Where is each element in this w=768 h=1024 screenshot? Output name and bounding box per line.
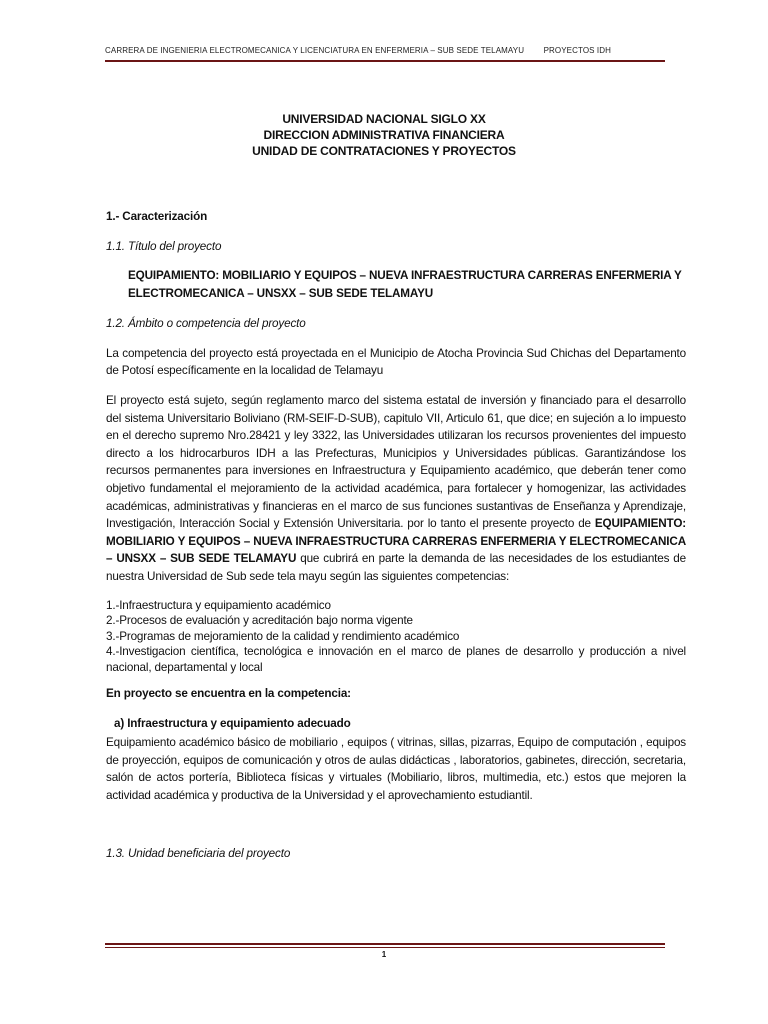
paragraph-reglamento-end: que cubrirá en parte la demanda de las necesidades de los estudiantes de nuestra Universidad de Sub sede tela mayu según las siguientes competencias:	[106, 552, 687, 583]
subsection-title-proyecto: 1.1. Título del proyecto	[106, 239, 222, 253]
competencia-heading: En proyecto se encuentra en la competencia:	[106, 687, 351, 700]
running-header	[105, 46, 663, 55]
title-direction: DIRECCION ADMINISTRATIVA FINANCIERA	[263, 128, 505, 142]
list-item: 1.-Infraestructura y equipamiento académico	[106, 598, 331, 612]
project-title-line-1: EQUIPAMIENTO: MOBILIARIO Y EQUIPOS – NUEVA INFRAESTRUCTURA CARRERAS ENFERMERIA Y	[128, 269, 682, 283]
paragraph-reglamento	[106, 392, 686, 586]
document-body	[106, 208, 686, 874]
competencias-list	[106, 598, 686, 676]
paragraph-reglamento-text: El proyecto está sujeto, según reglamento marco del sistema estatal de inversión y financiado para el desarrollo del sistema Universitario Boliviano (RM-SEIF-D-SUB), capitulo VII, Articulo 61, que dice; en sujeción a lo impuesto en el derecho supremo Nro.28421 y ley 3322, las Universidades utilizaran los recursos provenientes del impuesto directo a los hidrocarburos IDH a las Prefecturas, Municipios y Universidades públicas. Garantizándose los recursos permanentes para inversiones en Infraestructura y Equipamiento académico, que deberán tener como objetivo fundamental el mejoramiento de la actividad académica, para fortalecer y homogenizar, las actividades académicas, administrativas y financieras en el marco de sus funciones sustantivas de Enseñanza y Aprendizaje, Investigación, Interacción Social y Extensión Universitaria. por lo tanto el presente proyecto de	[106, 393, 686, 531]
list-item: 2.-Procesos de evaluación y acreditación bajo norma vigente	[106, 614, 413, 627]
header-left-text: CARRERA DE INGENIERIA ELECTROMECANICA Y LICENCIATURA EN ENFERMERIA – SUB SEDE TELAMAYU	[105, 46, 525, 55]
subheading-infraestructura: a) Infraestructura y equipamiento adecuado	[114, 716, 351, 730]
footer-rule	[105, 943, 665, 945]
list-item: 3.-Programas de mejoramiento de la calidad y rendimiento académico	[106, 629, 460, 643]
section-heading-caracterizacion: 1.- Caracterización	[106, 210, 208, 223]
paragraph-reglamento-project: EQUIPAMIENTO: MOBILIARIO Y EQUIPOS – NUEVA INFRAESTRUCTURA CARRERAS ENFERMERIA Y ELECTROMECANICA – UNSXX – SUB SEDE TELAMAYU	[106, 517, 686, 566]
paragraph-equipamiento: Equipamiento académico básico de mobiliario , equipos ( vitrinas, sillas, pizarras, Equipo de computación , equipos de proyección, equipos de comunicación y otros de aulas didácticas , laboratorios, gabinetes, dirección, secretaria, salón de actos portería, Biblioteca físicas y virtuales (Mobiliario, libros, multimedia, etc.) estos que mejoren la actividad académica y productiva de la Universidad y el aprovechamiento estudiantil.	[106, 736, 686, 802]
paragraph-competencia: La competencia del proyecto está proyectada en el Municipio de Atocha Provincia Sud Chichas del Departamento de Potosí específicamente en la localidad de Telamayu	[106, 346, 686, 378]
subsection-unidad-beneficiaria: 1.3. Unidad beneficiaria del proyecto	[106, 846, 291, 860]
footer-rule-thin	[105, 947, 665, 948]
document-titles	[0, 111, 768, 159]
project-title-line-2: ELECTROMECANICA – UNSXX – SUB SEDE TELAMAYU	[128, 287, 434, 301]
subsection-ambito: 1.2. Ámbito o competencia del proyecto	[106, 317, 306, 331]
title-university: UNIVERSIDAD NACIONAL SIGLO XX	[282, 112, 486, 126]
page-number: 1	[381, 950, 387, 959]
project-title	[128, 267, 686, 303]
list-item: 4.-Investigacion científica, tecnológica e innovación en el marco de planes de desarrollo y producción a nivel nacional, departamental y local	[106, 645, 686, 674]
header-rule	[105, 60, 665, 62]
title-unit: UNIDAD DE CONTRATACIONES Y PROYECTOS	[252, 144, 516, 158]
header-right-text: PROYECTOS IDH	[543, 46, 611, 55]
